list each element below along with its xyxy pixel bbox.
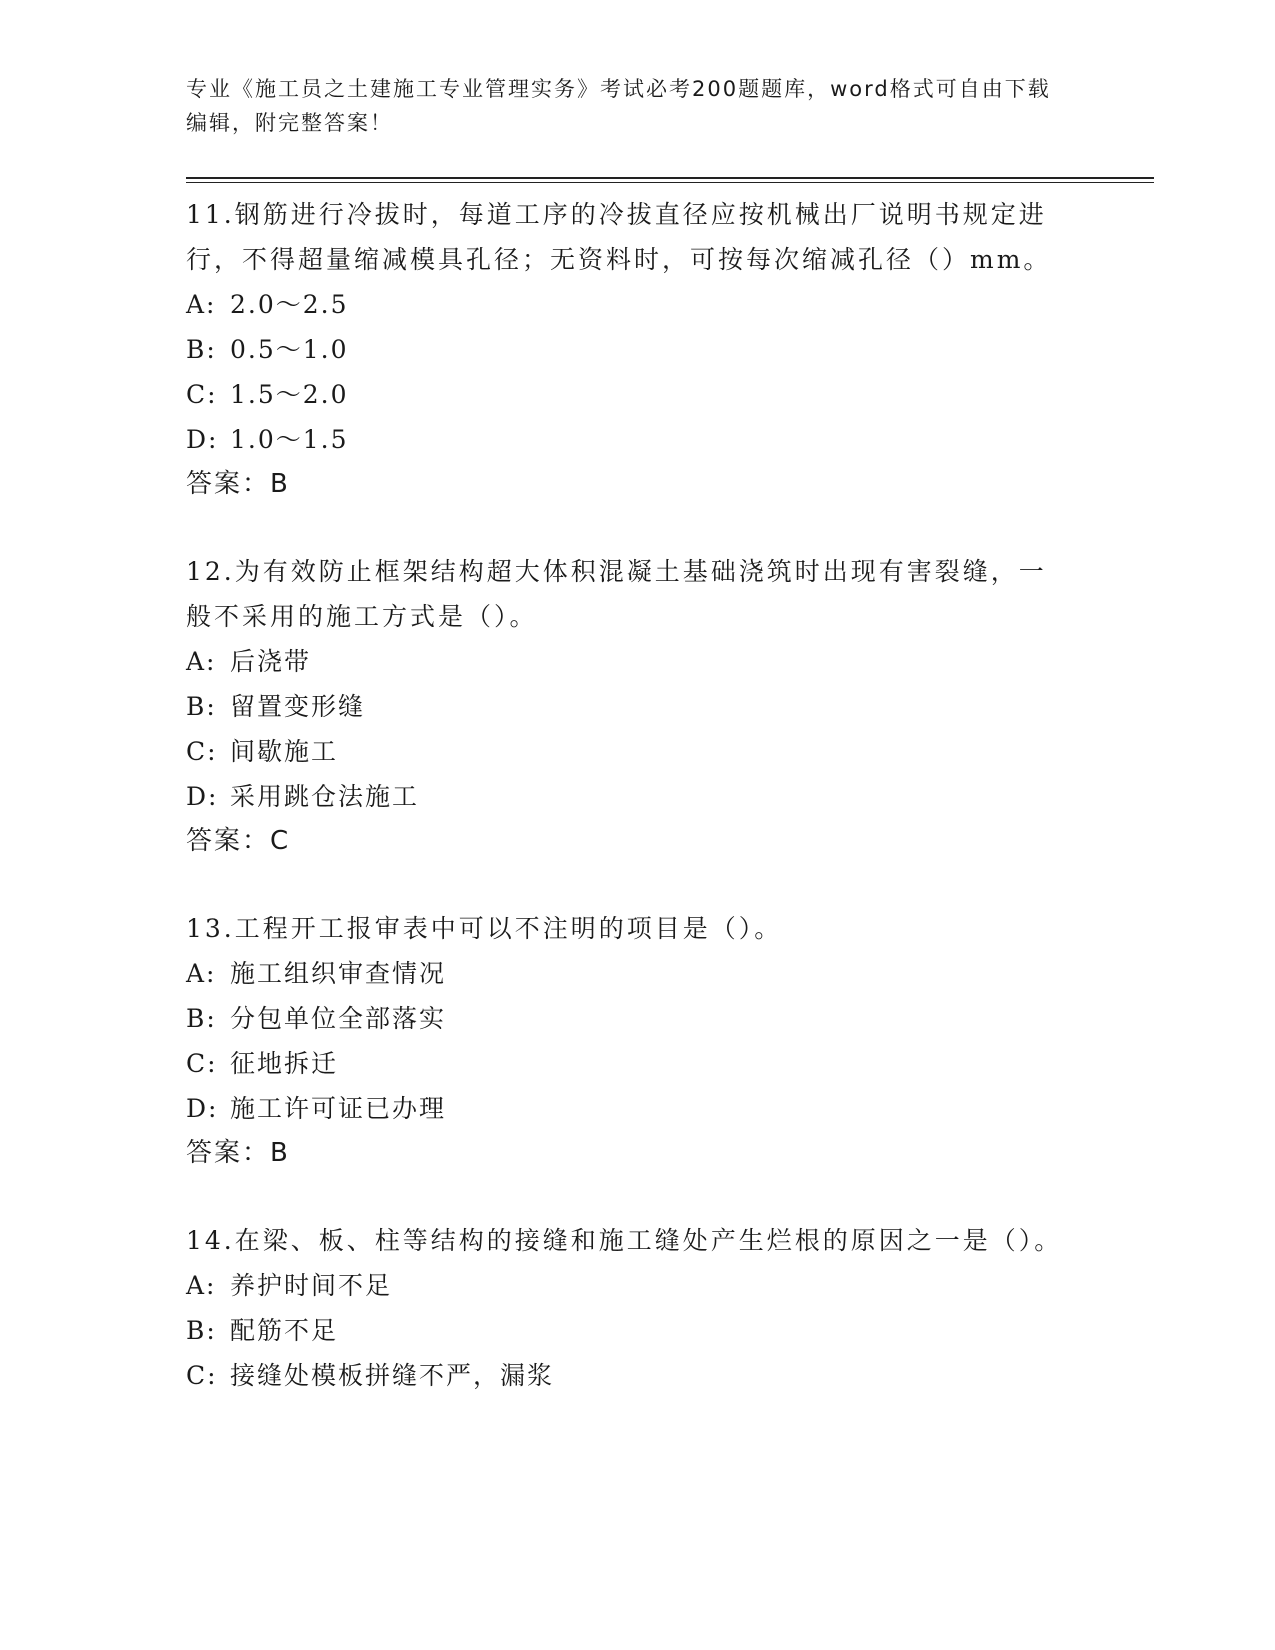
question-stem: 14.在梁、板、柱等结构的接缝和施工缝处产生烂根的原因之一是（）。 [186, 1226, 1063, 1255]
option-text: 配筋不足 [230, 1316, 339, 1345]
option-letter: A: [186, 1271, 217, 1300]
answer-line: 答案：B [186, 469, 290, 499]
option-letter: C: [186, 1049, 218, 1078]
option-letter: D: [186, 425, 219, 454]
option-text: 2.0～2.5 [230, 290, 349, 319]
answer-line: 答案：B [186, 1138, 290, 1168]
option-a [186, 951, 1066, 996]
option-a [186, 639, 1066, 684]
option-c [186, 372, 1066, 417]
option-text: 征地拆迁 [230, 1049, 339, 1078]
option-letter: C: [186, 1361, 218, 1390]
option-a [186, 1263, 1066, 1308]
option-b [186, 1308, 1066, 1353]
question-list [186, 192, 1066, 1440]
answer-line: 答案：C [186, 826, 291, 856]
header-divider-thin [186, 182, 1154, 183]
option-c [186, 1353, 1066, 1398]
question-12 [186, 549, 1066, 864]
option-d [186, 1086, 1066, 1131]
option-a [186, 282, 1066, 327]
option-b [186, 996, 1066, 1041]
document-header: 专业《施工员之土建施工专业管理实务》考试必考200题题库，word格式可自由下载编辑，附完整答案！ [186, 77, 1051, 135]
option-letter: A: [186, 959, 217, 988]
option-text: 1.0～1.5 [230, 425, 349, 454]
option-letter: B: [186, 692, 217, 721]
option-letter: A: [186, 647, 217, 676]
question-stem: 11.钢筋进行冷拔时，每道工序的冷拔直径应按机械出厂说明书规定进行，不得超量缩减模具孔径；无资料时，可按每次缩减孔径（）mm。 [186, 200, 1052, 274]
option-d [186, 774, 1066, 819]
option-letter: D: [186, 782, 219, 811]
question-stem: 13.工程开工报审表中可以不注明的项目是（）。 [186, 914, 783, 943]
option-text: 0.5～1.0 [230, 335, 349, 364]
option-letter: C: [186, 737, 218, 766]
option-text: 养护时间不足 [230, 1271, 393, 1300]
question-13 [186, 906, 1066, 1176]
question-11 [186, 192, 1066, 507]
option-d [186, 417, 1066, 462]
option-letter: B: [186, 1316, 217, 1345]
option-text: 施工组织审查情况 [230, 959, 447, 988]
option-text: 接缝处模板拼缝不严，漏浆 [230, 1361, 555, 1390]
option-letter: B: [186, 1004, 217, 1033]
option-text: 采用跳仓法施工 [230, 782, 420, 811]
option-text: 间歇施工 [230, 737, 339, 766]
option-text: 分包单位全部落实 [230, 1004, 447, 1033]
option-c [186, 1041, 1066, 1086]
option-letter: D: [186, 1094, 219, 1123]
header-divider-thick [186, 177, 1154, 179]
option-text: 后浇带 [230, 647, 312, 676]
question-14 [186, 1218, 1066, 1398]
option-text: 1.5～2.0 [230, 380, 349, 409]
option-b [186, 684, 1066, 729]
option-c [186, 729, 1066, 774]
option-text: 施工许可证已办理 [230, 1094, 447, 1123]
option-b [186, 327, 1066, 372]
option-letter: A: [186, 290, 217, 319]
option-letter: B: [186, 335, 217, 364]
option-text: 留置变形缝 [230, 692, 366, 721]
option-letter: C: [186, 380, 218, 409]
question-stem: 12.为有效防止框架结构超大体积混凝土基础浇筑时出现有害裂缝，一般不采用的施工方式是（）。 [186, 557, 1047, 631]
